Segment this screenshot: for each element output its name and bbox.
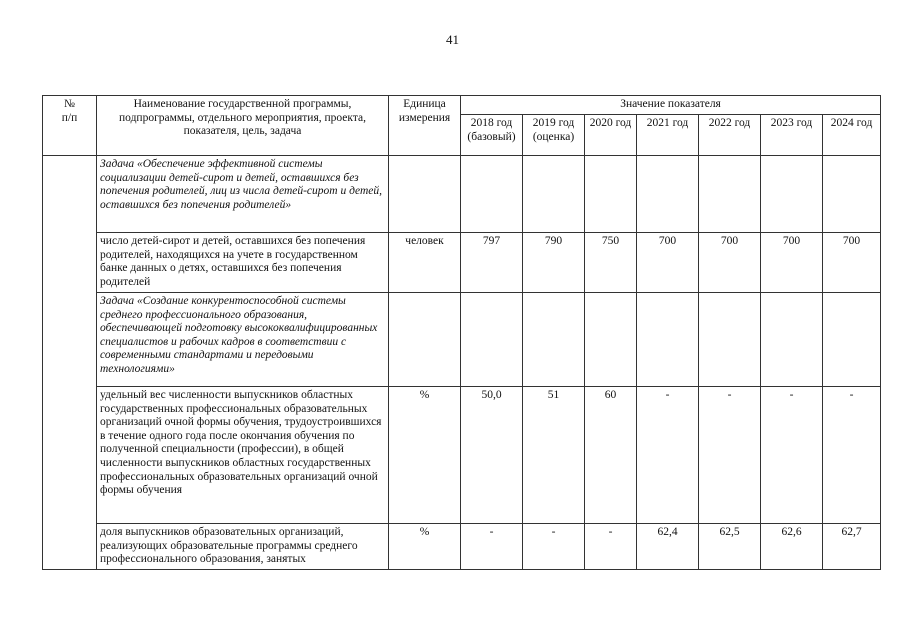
- value-cell: [637, 293, 699, 387]
- table-row: [43, 387, 881, 524]
- value-cell: [699, 156, 761, 233]
- indicator-name: удельный вес численности выпускников областных государственных профессиональных образовательных организаций очной формы обучения, трудоустроившихся в течение одного года после окончания обучения по полученной специальности (профессии), в общей численности выпускников областных государственных профессиональных образовательных организаций очной формы обучения: [97, 387, 389, 524]
- value-cell: 51: [523, 387, 585, 524]
- value-cell: 50,0: [461, 387, 523, 524]
- value-cell: [823, 293, 881, 387]
- indicators-table: [42, 95, 881, 570]
- value-cell: -: [823, 387, 881, 524]
- value-cell: 62,4: [637, 524, 699, 570]
- unit-cell: %: [389, 387, 461, 524]
- value-cell: [761, 156, 823, 233]
- header-row-1: [43, 96, 881, 115]
- value-cell: [523, 156, 585, 233]
- value-cell: [823, 156, 881, 233]
- table-row: [43, 293, 881, 387]
- value-cell: [585, 293, 637, 387]
- value-cell: [637, 156, 699, 233]
- header-name: Наименование государственной программы, подпрограммы, отдельного мероприятия, проекта, показателя, цель, задача: [97, 96, 389, 156]
- value-cell: -: [585, 524, 637, 570]
- unit-cell: [389, 156, 461, 233]
- indicator-name: доля выпускников образовательных организаций, реализующих образовательные программы среднего профессионального образования, занятых: [97, 524, 389, 570]
- value-cell: 790: [523, 233, 585, 293]
- unit-cell: человек: [389, 233, 461, 293]
- value-cell: 62,7: [823, 524, 881, 570]
- task-name: Задача «Обеспечение эффективной системы социализации детей-сирот и детей, оставшихся без попечения родителей, лиц из числа детей-сирот и детей, оставшихся без попечения родителей»: [97, 156, 389, 233]
- value-cell: 700: [761, 233, 823, 293]
- header-value-group: Значение показателя: [461, 96, 881, 115]
- value-cell: [523, 293, 585, 387]
- header-year: 2019 год (оценка): [523, 115, 585, 156]
- page-number: 41: [446, 32, 459, 47]
- value-cell: 700: [637, 233, 699, 293]
- header-year: 2021 год: [637, 115, 699, 156]
- header-year: 2018 год (базовый): [461, 115, 523, 156]
- value-cell: 700: [823, 233, 881, 293]
- value-cell: -: [699, 387, 761, 524]
- indicator-name: число детей-сирот и детей, оставшихся без попечения родителей, находящихся на учете в государственном банке данных о детях, оставшихся без попечения родителей: [97, 233, 389, 293]
- value-cell: [461, 156, 523, 233]
- header-year: 2024 год: [823, 115, 881, 156]
- value-cell: 700: [699, 233, 761, 293]
- value-cell: 62,6: [761, 524, 823, 570]
- row-number-cell: [43, 156, 97, 570]
- table-row: [43, 233, 881, 293]
- value-cell: [761, 293, 823, 387]
- header-year: 2023 год: [761, 115, 823, 156]
- value-cell: -: [461, 524, 523, 570]
- header-unit: Единица измерения: [389, 96, 461, 156]
- unit-cell: [389, 293, 461, 387]
- header-year: 2022 год: [699, 115, 761, 156]
- header-year: 2020 год: [585, 115, 637, 156]
- value-cell: 62,5: [699, 524, 761, 570]
- table-row: [43, 524, 881, 570]
- table-row: [43, 156, 881, 233]
- value-cell: [699, 293, 761, 387]
- value-cell: -: [761, 387, 823, 524]
- value-cell: -: [523, 524, 585, 570]
- header-num: № п/п: [43, 96, 97, 156]
- value-cell: [461, 293, 523, 387]
- task-name: Задача «Создание конкурентоспособной системы среднего профессионального образования, обеспечивающей подготовку высококвалифицированных специалистов и рабочих кадров в соответствии с современными стандартами и передовыми технологиями»: [97, 293, 389, 387]
- value-cell: 750: [585, 233, 637, 293]
- value-cell: 797: [461, 233, 523, 293]
- value-cell: [585, 156, 637, 233]
- value-cell: 60: [585, 387, 637, 524]
- value-cell: -: [637, 387, 699, 524]
- unit-cell: %: [389, 524, 461, 570]
